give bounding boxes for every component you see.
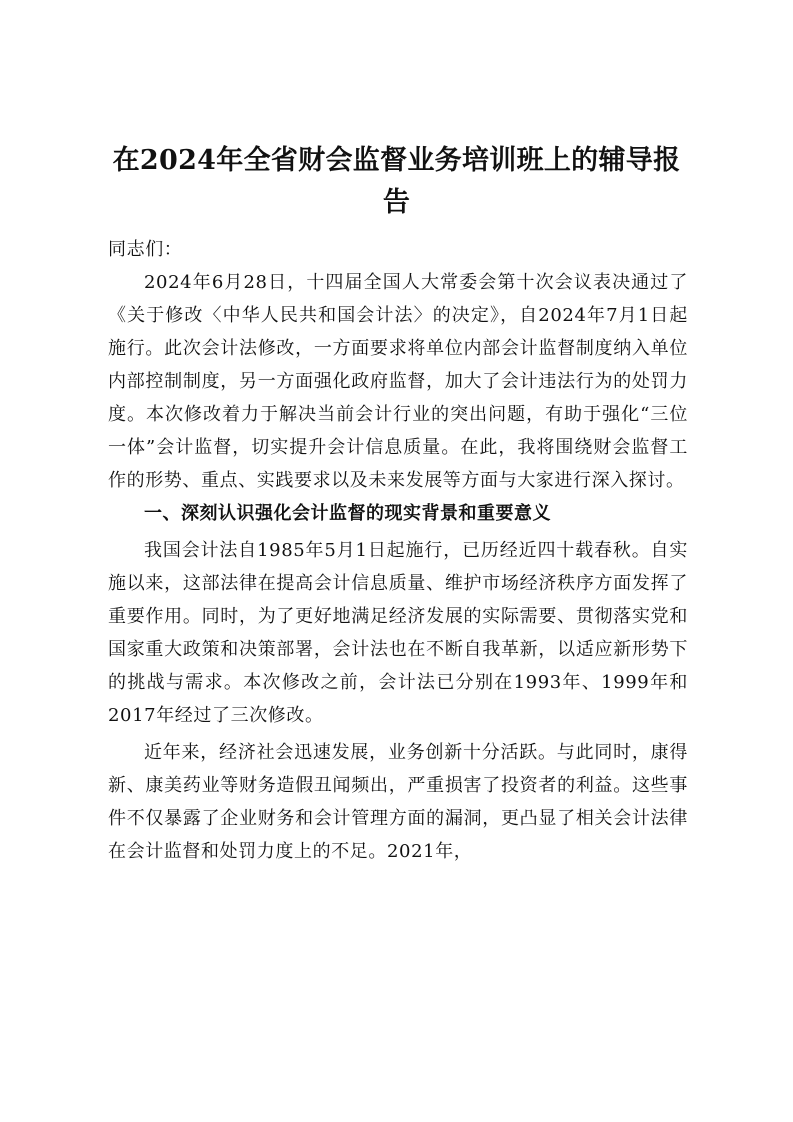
section-heading: 一、深刻认识强化会计监督的现实背景和重要意义 [144, 503, 551, 524]
section-paragraph-2: 近年来，经济社会迅速发展，业务创新十分活跃。与此同时，康得新、康美药业等财务造假丑闻频出，严重损害了投资者的利益。这些事件不仅暴露了企业财务和会计管理方面的漏洞，更凸显了相关会计法律在会计监督和处罚力度上的不足。2021年， [108, 742, 688, 862]
document-title: 在2024年全省财会监督业务培训班上的辅导报告 [112, 145, 681, 218]
document-body [108, 233, 688, 868]
section-paragraph-1: 我国会计法自1985年5月1日起施行，已历经近四十载春秋。自实施以来，这部法律在提高会计信息质量、维护市场经济秩序方面发挥了重要作用。同时，为了更好地满足经济发展的实际需要、贯彻落实党和国家重大政策和决策部署，会计法也在不断自我革新，以适应新形势下的挑战与需求。本次修改之前，会计法已分别在1993年、1999年和2017年经过了三次修改。 [108, 540, 688, 726]
greeting: 同志们： [108, 239, 183, 260]
intro-paragraph: 2024年6月28日，十四届全国人大常委会第十次会议表决通过了《关于修改〈中华人民共和国会计法〉的决定》，自2024年7月1日起施行。此次会计法修改，一方面要求将单位内部会计监督制度纳入单位内部控制制度，另一方面强化政府监督，加大了会计违法行为的处罚力度。本次修改着力于解决当前会计行业的突出问题，有助于强化“三位一体”会计监督，切实提升会计信息质量。在此，我将围绕财会监督工作的形势、重点、实践要求以及未来发展等方面与大家进行深入探讨。 [108, 272, 688, 491]
